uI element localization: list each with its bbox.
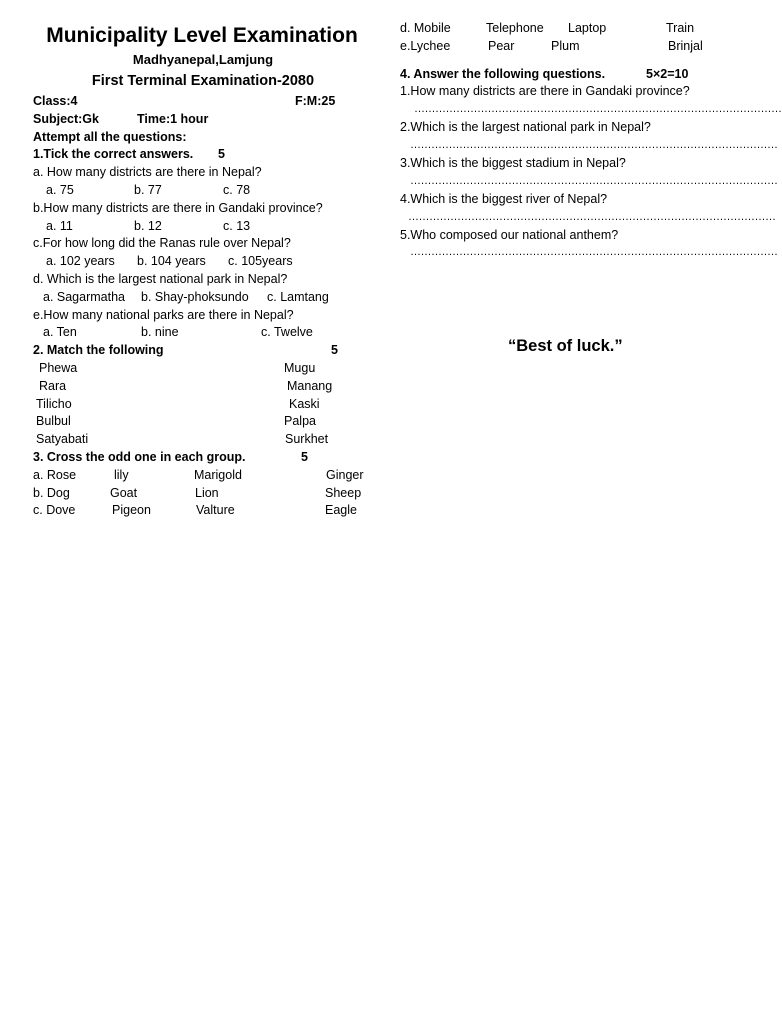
odd-option: Plum [551, 38, 580, 53]
option: c. Twelve [261, 325, 313, 340]
odd-option: Telephone [486, 21, 544, 35]
odd-option: Pear [488, 38, 515, 53]
exam-location: Madhyanepal,Lamjung [132, 52, 274, 67]
q1d-question: d. Which is the largest national park in Nepal? [33, 271, 288, 286]
option: b. 12 [134, 218, 162, 233]
q4-heading: 4. Answer the following questions. [400, 66, 606, 81]
match-row [33, 360, 373, 378]
odd-option: Train [666, 21, 695, 35]
q1a-options [33, 182, 373, 200]
match-row [33, 413, 373, 431]
q1-heading: 1.Tick the correct answers. [33, 147, 194, 162]
odd-option: a. Rose [33, 467, 77, 482]
odd-option: Ginger [326, 467, 364, 482]
answer-line[interactable]: …………………………………………………………………………………………… [410, 138, 778, 151]
full-marks-label: F:M:25 [295, 94, 336, 108]
option: c. 13 [223, 218, 251, 233]
odd-option: d. Mobile [400, 21, 451, 35]
match-row [33, 396, 373, 414]
odd-option: Marigold [194, 467, 242, 482]
odd-one-row [33, 485, 373, 503]
class-label: Class:4 [33, 94, 78, 108]
q1-heading-line [33, 146, 373, 164]
q2-heading-line [33, 342, 373, 360]
option: b. 77 [134, 182, 162, 197]
q3-marks: 5 [301, 449, 308, 464]
q3-heading: 3. Cross the odd one in each group. [33, 449, 246, 464]
odd-option: Lion [195, 485, 219, 500]
match-row [33, 431, 373, 449]
q1e-question: e.How many national parks are there in Nepal? [33, 307, 294, 322]
option: c. Lamtang [267, 289, 329, 304]
q4-question: 1.How many districts are there in Gandaki province? [400, 84, 690, 99]
match-right: Surkhet [285, 432, 329, 447]
left-column [33, 20, 373, 520]
option: a. 11 [46, 218, 73, 233]
odd-one-row [33, 467, 373, 485]
q1c-options [33, 253, 373, 271]
answer-line[interactable]: …………………………………………………………………………………………… [410, 174, 778, 187]
q3-heading-line [33, 449, 373, 467]
time-label: Time:1 hour [137, 111, 209, 126]
odd-option: Pigeon [112, 503, 151, 518]
match-right: Kaski [289, 396, 320, 411]
exam-term: First Terminal Examination-2080 [91, 73, 315, 89]
option: b. nine [141, 325, 179, 340]
option: a. 75 [46, 182, 74, 197]
option: b. 104 years [137, 254, 206, 269]
q4-question: 4.Which is the biggest river of Nepal? [400, 191, 608, 206]
option: c. 78 [223, 182, 251, 197]
answer-line[interactable]: …………………………………………………………………………………………… [408, 210, 776, 223]
odd-option: Valture [196, 503, 235, 518]
match-left: Tilicho [36, 396, 72, 411]
match-left: Satyabati [36, 432, 89, 447]
match-left: Bulbul [36, 414, 71, 429]
q4-question: 2.Which is the largest national park in Nepal? [400, 120, 651, 135]
exam-title: Municipality Level Examination [46, 24, 358, 47]
q1c-question: c.For how long did the Ranas rule over Nepal? [33, 236, 291, 251]
odd-one-row [33, 502, 373, 520]
odd-option: lily [114, 467, 129, 482]
q1b-options [33, 218, 373, 236]
option: a. 102 years [46, 254, 115, 269]
odd-option: Laptop [568, 21, 607, 35]
odd-option: Brinjal [668, 38, 703, 53]
match-row [33, 378, 373, 396]
match-left: Phewa [39, 360, 78, 375]
match-right: Palpa [284, 414, 316, 429]
right-column [400, 20, 782, 262]
class-line [33, 93, 373, 111]
match-left: Rara [39, 378, 67, 393]
q1a-question: a. How many districts are there in Nepal? [33, 165, 262, 180]
q4-question: 3.Which is the biggest stadium in Nepal? [400, 155, 626, 170]
q2-heading: 2. Match the following [33, 343, 164, 358]
odd-option: Eagle [325, 503, 357, 518]
match-right: Manang [287, 378, 333, 393]
odd-option: Goat [110, 485, 138, 500]
answer-line[interactable]: …………………………………………………………………………………………… [414, 103, 782, 116]
odd-option: Sheep [325, 485, 362, 500]
q1-marks: 5 [218, 147, 225, 162]
subject-label: Subject:Gk [33, 111, 99, 126]
odd-option: b. Dog [33, 485, 70, 500]
subject-line [33, 111, 373, 129]
q1e-options [33, 324, 373, 342]
q4-marks: 5×2=10 [646, 66, 689, 81]
odd-option: e.Lychee [400, 38, 451, 53]
option: a. Ten [43, 325, 77, 340]
odd-option: c. Dove [33, 503, 76, 518]
option: b. Shay-phoksundo [141, 289, 249, 304]
closing-message: “Best of luck.” [508, 337, 623, 355]
q4-heading-line [400, 66, 740, 84]
instruction-line: Attempt all the questions: [33, 129, 187, 144]
option: a. Sagarmatha [43, 289, 125, 304]
q1b-question: b.How many districts are there in Gandaki province? [33, 200, 323, 215]
odd-one-row [400, 20, 740, 38]
answer-line[interactable]: …………………………………………………………………………………………… [410, 246, 778, 259]
q2-marks: 5 [331, 343, 338, 358]
option: c. 105years [228, 254, 293, 269]
match-right: Mugu [284, 360, 316, 375]
q1d-options [33, 289, 373, 307]
odd-one-row [400, 38, 740, 56]
q4-question: 5.Who composed our national anthem? [400, 227, 619, 242]
